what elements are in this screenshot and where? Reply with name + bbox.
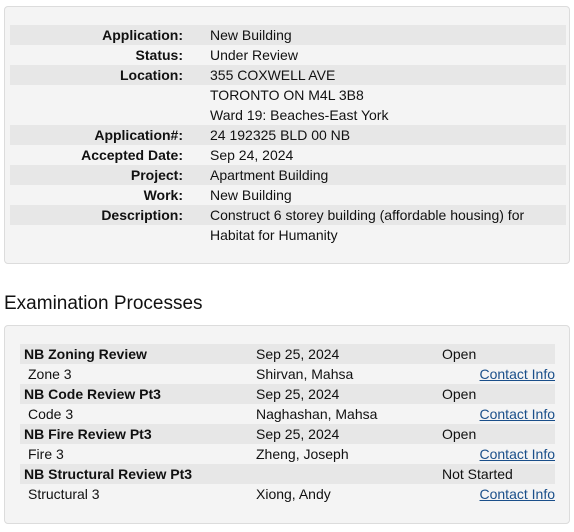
process-date: Sep 25, 2024 [256,426,340,442]
contact-info-link[interactable]: Contact Info [479,406,555,422]
process-status: Open [442,426,477,442]
process-status: Not Started [442,466,513,482]
detail-row-status [10,45,566,65]
status-value: Under Review [210,47,298,63]
process-name: NB Zoning Review [24,346,147,362]
application-number-label: Application#: [94,127,183,143]
contact-info-link[interactable]: Contact Info [479,486,555,502]
application-value: New Building [210,27,292,43]
process-status: Open [442,346,477,362]
examiner-name: Xiong, Andy [256,486,331,502]
project-label: Project: [130,167,183,183]
examiner-name: Naghashan, Mahsa [256,406,378,422]
process-date: Sep 25, 2024 [256,386,340,402]
process-status: Open [442,386,477,402]
description-line-2: Habitat for Humanity [210,227,338,243]
accepted-date-value: Sep 24, 2024 [210,147,294,163]
process-header-row [20,344,555,364]
work-value: New Building [210,187,292,203]
detail-row-location [10,65,566,85]
examination-processes-panel [4,325,570,524]
process-name: NB Code Review Pt3 [24,386,161,402]
application-number-value: 24 192325 BLD 00 NB [210,127,351,143]
examiner-group: Fire 3 [28,446,64,462]
detail-row-work [10,185,566,205]
detail-row-application-number [10,125,566,145]
process-name: NB Structural Review Pt3 [24,466,193,482]
process-name: NB Fire Review Pt3 [24,426,152,442]
detail-row-project [10,165,566,185]
location-label: Location: [120,67,183,83]
detail-row-description [10,205,566,225]
location-line-3: Ward 19: Beaches-East York [210,107,389,123]
process-header-row [20,384,555,404]
examiner-group: Code 3 [28,406,74,422]
examiner-group: Zone 3 [28,366,72,382]
accepted-date-label: Accepted Date: [81,147,183,163]
project-value: Apartment Building [210,167,329,183]
location-line-2: TORONTO ON M4L 3B8 [210,87,364,103]
description-line-1: Construct 6 storey building (affordable housing) for [210,207,525,223]
detail-row-accepted-date [10,145,566,165]
examiner-group: Structural 3 [28,486,100,502]
examination-processes-heading: Examination Processes [4,293,203,314]
process-examiner-row [20,404,555,424]
contact-info-link[interactable]: Contact Info [479,446,555,462]
process-header-row [20,424,555,444]
examiner-name: Zheng, Joseph [256,446,349,462]
process-examiner-row [20,484,555,504]
application-details-panel [4,6,570,264]
process-examiner-row [20,364,555,384]
location-line-1: 355 COXWELL AVE [210,67,336,83]
detail-row-application [10,25,566,45]
process-date: Sep 25, 2024 [256,346,340,362]
process-header-row [20,464,555,484]
process-examiner-row [20,444,555,464]
contact-info-link[interactable]: Contact Info [479,366,555,382]
work-label: Work: [143,187,183,203]
description-label: Description: [101,207,183,223]
status-label: Status: [135,47,183,63]
examiner-name: Shirvan, Mahsa [256,366,354,382]
application-label: Application: [102,27,183,43]
